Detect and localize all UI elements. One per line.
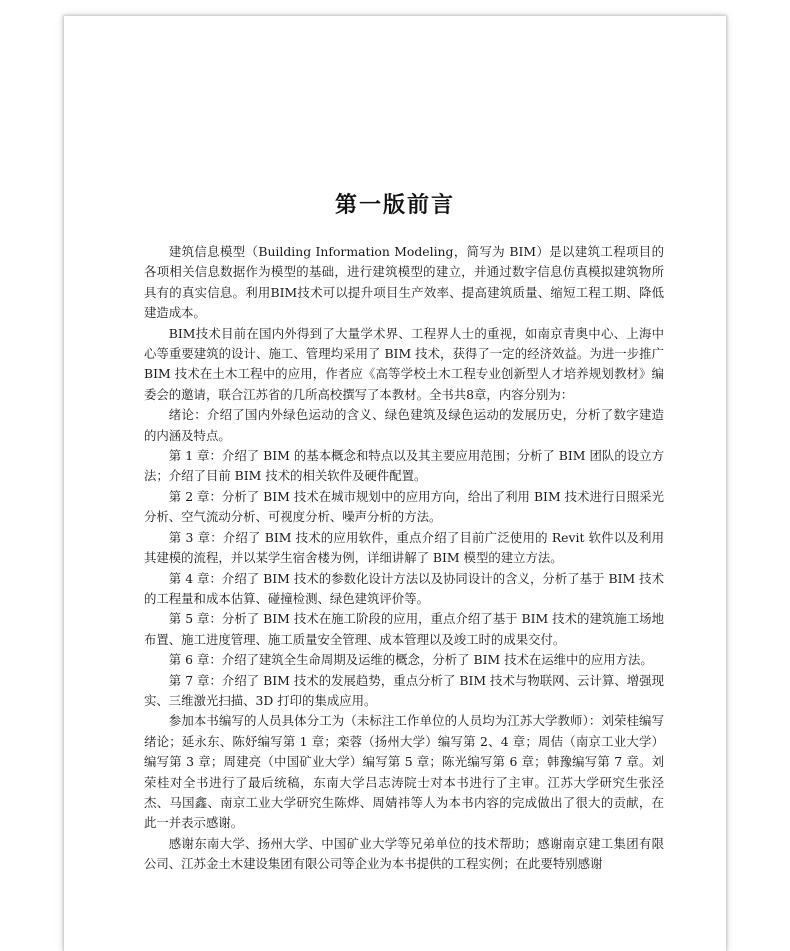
paragraph-background: BIM技术目前在国内外得到了大量学术界、工程界人士的重视，如南京青奥中心、上海中心等重要建筑的设计、施工、管理均采用了 BIM 技术，获得了一定的经济效益。为进一步推广 BIM 技术在土木工程中的应用，作者应《高等学校土木工程专业创新型人才培养规划教材》编委会的邀请，联合江苏省的几所高校撰写了本教材。全书共8章，内容分别为： [144, 325, 664, 402]
paragraph-chapter-3: 第 3 章：介绍了 BIM 技术的应用软件，重点介绍了目前广泛使用的 Revit 软件以及利用其建模的流程，并以某学生宿舍楼为例，详细讲解了 BIM 模型的建立方法。 [144, 529, 664, 566]
paragraph-chapter-1: 第 1 章：介绍了 BIM 的基本概念和特点以及其主要应用范围；分析了 BIM 团队的设立方法；介绍了目前 BIM 技术的相关软件及硬件配置。 [144, 448, 664, 484]
page-title: 第一版前言 [334, 193, 455, 218]
preface-body [144, 242, 664, 875]
paragraph-chapter-5: 第 5 章：分析了 BIM 技术在施工阶段的应用，重点介绍了基于 BIM 技术的建筑施工场地布置、施工进度管理、施工质量安全管理、成本管理以及竣工时的成果交付。 [144, 611, 664, 647]
paragraph-chapter-4: 第 4 章：介绍了 BIM 技术的参数化设计方法以及协同设计的含义，分析了基于 BIM 技术的工程量和成本估算、碰撞检测、绿色建筑评价等。 [144, 570, 664, 606]
paragraph-acknowledgements: 感谢东南大学、扬州大学、中国矿业大学等兄弟单位的技术帮助；感谢南京建工集团有限公司、江苏金土木建设集团有限公司等企业为本书提供的工程实例；在此要特别感谢 [144, 835, 664, 872]
paragraph-introduction-chapter: 绪论：介绍了国内外绿色运动的含义、绿色建筑及绿色运动的发展历史，分析了数字建造的内涵及特点。 [144, 407, 664, 443]
paragraph-chapter-2: 第 2 章：分析了 BIM 技术在城市规划中的应用方向，给出了利用 BIM 技术进行日照采光分析、空气流动分析、可视度分析、噪声分析的方法。 [144, 488, 664, 525]
paragraph-chapter-7: 第 7 章：介绍了 BIM 技术的发展趋势，重点分析了 BIM 技术与物联网、云计算、增强现实、三维激光扫描、3D 打印的集成应用。 [144, 672, 664, 708]
paragraph-intro: 建筑信息模型（Building Information Modeling，简写为 BIM）是以建筑工程项目的各项相关信息数据作为模型的基础，进行建筑模型的建立，并通过数字信息仿真模拟建筑物所具有的真实信息。利用BIM技术可以提升项目生产效率、提高建筑质量、缩短工程工期、降低建造成本。 [144, 244, 664, 321]
paragraph-chapter-6: 第 6 章：介绍了建筑全生命周期及运维的概念，分析了 BIM 技术在运维中的应用方法。 [168, 652, 653, 668]
book-page [64, 16, 726, 951]
paragraph-authors: 参加本书编写的人员具体分工为（未标注工作单位的人员均为江苏大学教师）：刘荣桂编写绪论；延永东、陈妤编写第 1 章；栾蓉（扬州大学）编写第 2、4 章；周佶（南京工业大学）编写第 3 章；周建亮（中国矿业大学）编写第 5 章；陈光编写第 6 章；韩豫编写第 7 章。刘荣桂对全书进行了最后统稿，东南大学吕志涛院士对本书进行了主审。江苏大学研究生张泾杰、马国鑫、南京工业大学研究生陈烨、周婧祎等人为本书内容的完成做出了很大的贡献，在此一并表示感谢。 [144, 713, 664, 831]
